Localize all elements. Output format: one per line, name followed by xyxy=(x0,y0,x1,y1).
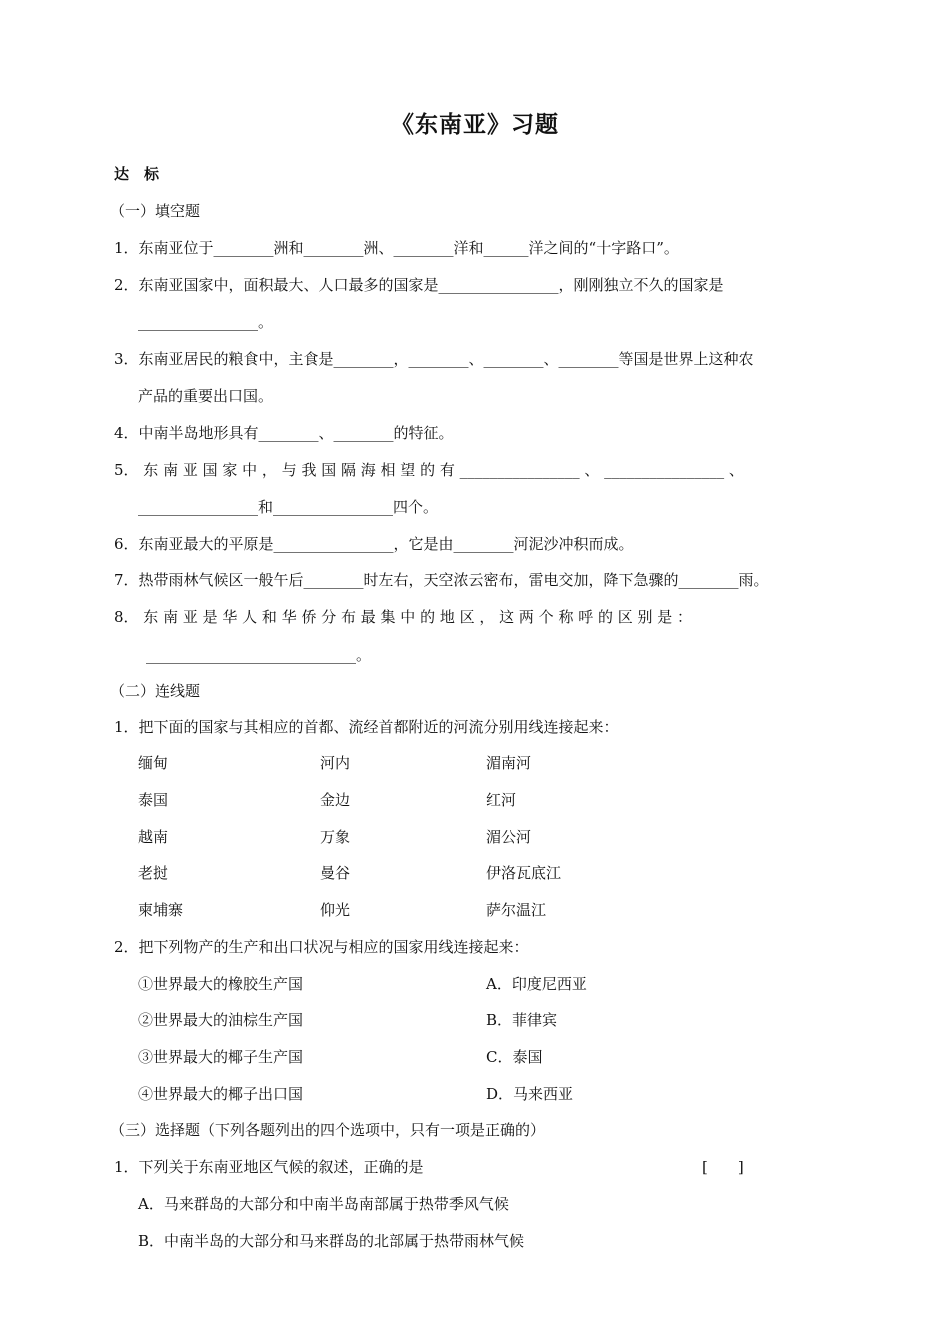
question-text: ____________________________。 xyxy=(146,646,372,664)
question-text: 1．把下面的国家与其相应的首都、流经首都附近的河流分别用线连接起来： xyxy=(114,718,619,736)
country-item: 缅甸 xyxy=(138,754,169,772)
section-header: 达 标 xyxy=(114,165,160,183)
question-text: 产品的重要出口国。 xyxy=(138,387,274,405)
question-text: 1．下列关于东南亚地区气候的叙述，正确的是 xyxy=(114,1158,424,1176)
answer-bracket: [ ] xyxy=(702,1158,744,1176)
country-item: 柬埔寨 xyxy=(138,901,184,919)
river-item: 湄公河 xyxy=(486,828,532,846)
question-text: 8． 东 南 亚 是 华 人 和 华 侨 分 布 最 集 中 的 地 区 ， 这 两 个 称 呼 的 区 别 是 ： xyxy=(114,608,693,626)
question-text: 7．热带雨林气候区一般午后________时左右，天空浓云密布，雷电交加，降下急骤的________雨。 xyxy=(114,571,769,589)
question-text: 2．把下列物产的生产和出口状况与相应的国家用线连接起来： xyxy=(114,938,529,956)
capital-item: 仰光 xyxy=(320,901,351,919)
country-item: 泰国 xyxy=(138,791,169,809)
capital-item: 河内 xyxy=(320,754,351,772)
option-a: A．马来群岛的大部分和中南半岛南部属于热带季风气候 xyxy=(138,1195,509,1213)
product-item: ④世界最大的椰子出口国 xyxy=(138,1085,304,1103)
part3-heading: （三）选择题（下列各题列出的四个选项中，只有一项是正确的） xyxy=(110,1121,546,1139)
product-country-item: B．菲律宾 xyxy=(486,1011,558,1029)
capital-item: 曼谷 xyxy=(320,864,351,882)
product-country-item: C．泰国 xyxy=(486,1048,543,1066)
river-item: 湄南河 xyxy=(486,754,532,772)
river-item: 伊洛瓦底江 xyxy=(486,864,562,882)
product-item: ③世界最大的椰子生产国 xyxy=(138,1048,304,1066)
country-item: 老挝 xyxy=(138,864,169,882)
question-text: 6．东南亚最大的平原是________________，它是由________河泥沙冲积而成。 xyxy=(114,535,634,553)
question-text: 1．东南亚位于________洲和________洲、________洋和______洋之间的“十字路口”。 xyxy=(114,239,679,257)
part1-heading: （一）填空题 xyxy=(110,202,201,220)
question-text: 3．东南亚居民的粮食中，主食是________，________、________、________等国是世界上这种农 xyxy=(114,350,754,368)
question-text: 2．东南亚国家中，面积最大、人口最多的国家是________________，刚刚独立不久的国家是 xyxy=(114,276,724,294)
capital-item: 万象 xyxy=(320,828,351,846)
question-text: 4．中南半岛地形具有________、________的特征。 xyxy=(114,424,454,442)
question-text: 5． 东 南 亚 国 家 中 ， 与 我 国 隔 海 相 望 的 有 ________________ 、 ________________ 、 xyxy=(114,461,744,479)
product-item: ②世界最大的油棕生产国 xyxy=(138,1011,304,1029)
part2-heading: （二）连线题 xyxy=(110,682,201,700)
river-item: 红河 xyxy=(486,791,517,809)
capital-item: 金边 xyxy=(320,791,351,809)
product-country-item: D．马来西亚 xyxy=(486,1085,574,1103)
river-item: 萨尔温江 xyxy=(486,901,547,919)
question-text: ________________和________________四个。 xyxy=(138,498,439,516)
option-b: B．中南半岛的大部分和马来群岛的北部属于热带雨林气候 xyxy=(138,1232,525,1250)
page-title: 《东南亚》习题 xyxy=(391,112,559,138)
product-item: ①世界最大的橡胶生产国 xyxy=(138,975,304,993)
question-text: ________________。 xyxy=(138,313,274,331)
country-item: 越南 xyxy=(138,828,169,846)
product-country-item: A．印度尼西亚 xyxy=(486,975,587,993)
